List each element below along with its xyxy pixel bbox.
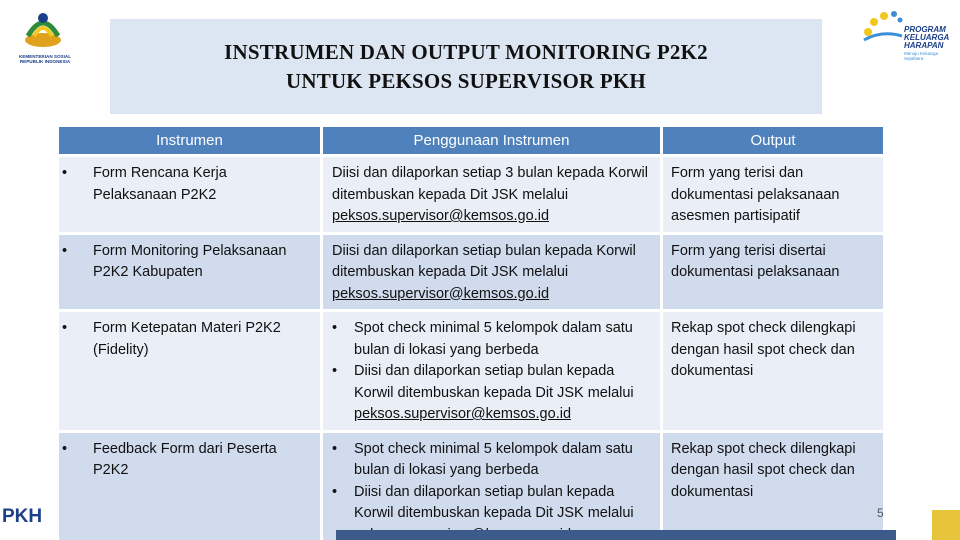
penggunaan-text: Diisi dan dilaporkan setiap 3 bulan kepada Korwil ditembuskan kepada Dit JSK melalui	[332, 165, 648, 203]
email-link[interactable]: peksos.supervisor@kemsos.go.id	[332, 285, 550, 302]
instrumen-text: Form Rencana Kerja Pelaksanaan P2K2	[93, 165, 227, 203]
cell-output	[663, 433, 883, 540]
table-row	[59, 157, 883, 232]
list-item	[332, 318, 652, 361]
page-title-line2: UNTUK PEKSOS SUPERVISOR PKH	[286, 68, 646, 93]
cell-output	[663, 312, 883, 430]
footer-bar	[336, 530, 896, 540]
header-output: Output	[663, 127, 883, 154]
kemensos-caption: KEMENTERIAN SOSIAL REPUBLIK INDONESIA	[18, 54, 72, 64]
title-box	[110, 19, 822, 114]
header-penggunaan: Penggunaan Instrumen	[323, 127, 660, 154]
pkh-program-logo	[860, 6, 956, 68]
instrumen-text: Form Ketepatan Materi P2K2 (Fidelity)	[93, 320, 281, 358]
kemensos-logo	[6, 6, 78, 64]
pkh-program-name: PROGRAM KELUARGA HARAPAN	[904, 25, 950, 50]
list-item-text: Spot check minimal 5 kelompok dalam satu bulan di lokasi yang berbeda	[354, 320, 633, 358]
cell-output	[663, 235, 883, 310]
pkh-footer-logo: PKH	[2, 506, 43, 527]
output-text: Form yang terisi dan dokumentasi pelaksanaan asesmen partisipatif	[671, 165, 840, 224]
instrumen-text: Feedback Form dari Peserta P2K2	[93, 440, 277, 478]
bullet: •	[62, 320, 68, 336]
pkh-emblem-icon	[860, 6, 904, 46]
page-title-line1: INSTRUMEN DAN OUTPUT MONITORING P2K2	[224, 39, 708, 64]
bullet: •	[332, 363, 338, 379]
list-item-text: Diisi dan dilaporkan setiap bulan kepada Korwil ditembuskan kepada Dit JSK melalui	[354, 483, 634, 521]
output-text: Rekap spot check dilengkapi dengan hasil spot check dan dokumentasi	[671, 440, 856, 500]
kemensos-emblem-icon	[20, 6, 66, 52]
cell-penggunaan	[323, 235, 660, 310]
bullet: •	[62, 440, 68, 457]
bullet: •	[332, 440, 338, 457]
cell-penggunaan	[323, 433, 660, 540]
cell-penggunaan	[323, 312, 660, 430]
instrument-table	[56, 124, 886, 540]
table-row	[59, 433, 883, 540]
pkh-tagline: Menuju Keluarga Sejahtera	[904, 51, 939, 61]
email-link[interactable]: peksos.supervisor@kemsos.go.id	[354, 406, 572, 422]
email-link[interactable]: peksos.supervisor@kemsos.go.id	[332, 208, 550, 224]
page-number: 5	[877, 506, 884, 520]
penggunaan-list	[332, 439, 652, 540]
penggunaan-text: Diisi dan dilaporkan setiap bulan kepada Korwil ditembuskan kepada Dit JSK melalui	[332, 242, 636, 280]
cell-instrumen	[59, 312, 320, 430]
cell-instrumen	[59, 157, 320, 232]
cell-output	[663, 157, 883, 232]
output-text: Rekap spot check dilengkapi dengan hasil spot check dan dokumentasi	[671, 320, 856, 379]
corner-decoration	[932, 510, 960, 540]
table-header-row	[59, 127, 883, 154]
penggunaan-list	[332, 318, 652, 426]
header-instrumen: Instrumen	[59, 127, 320, 154]
bullet: •	[62, 165, 68, 181]
list-item-text: Spot check minimal 5 kelompok dalam satu bulan di lokasi yang berbeda	[354, 440, 633, 478]
bullet: •	[62, 242, 68, 259]
table-row	[59, 312, 883, 430]
table-row	[59, 235, 883, 310]
list-item-text: Diisi dan dilaporkan setiap bulan kepada Korwil ditembuskan kepada Dit JSK melalui	[354, 363, 634, 401]
bullet: •	[332, 483, 338, 500]
list-item	[332, 439, 652, 482]
cell-instrumen	[59, 235, 320, 310]
output-text: Form yang terisi disertai dokumentasi pelaksanaan	[671, 242, 840, 280]
cell-instrumen	[59, 433, 320, 540]
bullet: •	[332, 320, 338, 336]
instrumen-text: Form Monitoring Pelaksanaan P2K2 Kabupaten	[93, 242, 287, 280]
list-item	[332, 361, 652, 426]
cell-penggunaan	[323, 157, 660, 232]
